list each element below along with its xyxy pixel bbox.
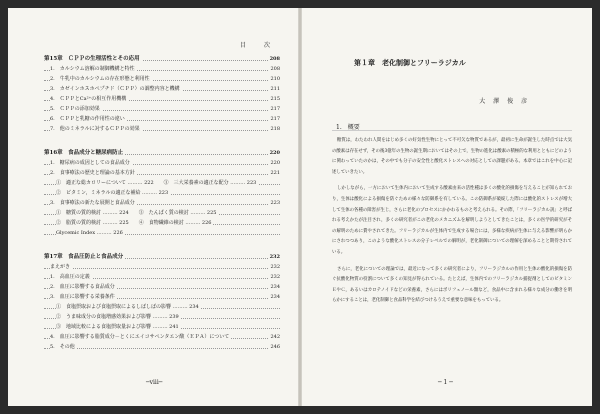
toc-entry-text: 第17章 食品圧防止と食品成分 [44,254,124,260]
toc-entry-page: 217 [270,116,280,122]
toc-entry [44,168,280,178]
toc-chapter [44,252,280,262]
toc-entry [44,312,280,322]
toc-entry [44,178,280,188]
page-number-right: ─ 1 ─ [438,379,453,386]
toc-entry [44,158,280,168]
toc-entry-text: ① 適正な総カロリーについて ……… 222 ③ 三大栄養素の適正な配分 ……… 223 [56,180,257,186]
toc-entry-text: ③ 地域比較による食塩摂取量および影響 ……… 241 [56,324,179,330]
toc-header: 目 次 [239,42,272,49]
toc-entry-page: 208 [270,66,280,72]
toc-entry [44,282,280,292]
toc-entry [44,302,280,312]
toc-entry [44,64,280,74]
toc-entry-page: 220 [270,160,280,166]
toc-entry-text: 第15章 ＣＰＰの生理活性とその応用 [44,56,140,62]
toc-entry-text: ① 食塩摂取および食塩摂取によるしばしばの影響 ……… 234 [56,304,199,310]
toc-entry-page: 223 [270,200,280,206]
toc-entry-text: 1. 糖尿病の成因としての食品成分 [50,160,130,166]
page-number-left: ─viii─ [146,379,163,386]
chapter-title: 第１章 老化制御とフリーラジカル [354,58,466,67]
toc-entry-page: 232 [270,274,280,280]
toc-entry-page: 246 [270,344,280,350]
toc-entry-page: 217 [270,106,280,112]
toc-entry-text: ② うま味成分の食塩増感効果および影響 ……… 239 [56,314,179,320]
toc-entry-text: 2. 血圧に影響する食品成分 [50,284,115,290]
toc-chapter [44,148,280,158]
body-paragraph: 糖質は，わたわれ人間をはじめ多くの好気性生物にとって不可欠な物質であるが，最初に生命が誕生した時点では大気の酸素は存在せず，その後3億年の生物の誕生期においてはその上で，生物の進化は酸素の積極的な利用とともにどのように関わっていたのかは，その中でも分子の安全性と酸化ストレスへの対応としての課題がある。本章ではこれを中心に記述していきたい。 [332,138,572,175]
toc-entry-text: 5. ＣＰＰの添加効果 [50,106,100,112]
toc-chapter [44,54,280,64]
toc-entry-page: 242 [270,334,280,340]
toc-entry [44,94,280,104]
toc-entry-text: 7. 他のミネラルに対するＣＰＰの効果 [50,126,140,132]
toc-entry-text: 3. 血圧に影響する栄養条件 [50,294,115,300]
toc-entry-page: 234 [270,294,280,300]
toc-entry [44,332,280,342]
right-page [302,8,592,406]
toc-entry-text: 3. 食事療法の新たな展開と食品成分 [50,200,135,206]
toc-entry-text: 3. カゼインホスホペプチド（ＣＰＰ）の調整内容と機構 [50,86,180,92]
toc-entry-text: ② ビタミン，ミネラルの適正な補給 ……… 223 [56,190,169,196]
toc-entry-text: 2. 牛乳中のカルシウムの存在形態と利用性 [50,76,150,82]
toc-entry-page: 218 [270,126,280,132]
toc-entry [44,124,280,134]
toc-entry [44,114,280,124]
toc-entry-text: 2. 食事療法の歴史と理論の基本方針 [50,170,135,176]
toc-entry [44,218,280,228]
toc-entry-text: 5. その他 [50,344,75,350]
toc-entry [44,342,280,352]
body-paragraph: しかしながら，一方において生体内において生成する酸素由来の活性種は多くの酸化的損傷を与えることが知られており，生体は酸化による損傷を防ぐための様々な防御系を有している。この防御系が破綻した際には酸化的ストレスが増大して生体の各種の障害が生じ，さらに老化のプロセスにかかわるものと考えられる。その際，「フリーラジカル説」と呼ばれる考えかたが注目され，多くの研究者がこの老化のメカニズムを解明しようとしてきたことは，多くの医学的研究がその解明のために費やされてきた。フリーラジカルが生体内で生成する場合には，多様な疾病が生体に与える影響が明らかにされつつあり，このような酸化ストレスの分子レベルでの解明が，老化制御についての理解を深めることと期待されている。 [332,186,572,255]
toc-entry [44,262,280,272]
toc-entry-text: 4. ＣＰＰとCa²⁺の相互作用機構 [50,96,127,102]
toc-entry [44,208,280,218]
toc-entry-text: 6. ＣＰＰと乳糖の作用性の違い [50,116,125,122]
toc-entry-page: 210 [270,76,280,82]
toc-entry-text: Glycemic Index ……… 226 [56,230,123,236]
body-paragraph: さらに，老化についての理論では，最近になって多くの研究者により，フリーラジカルの作用と生体の酸化的損傷を防ぐ抗酸化物質の役割について多くの知見が得られている。たとえば，生体内でのフリーラジカル捕捉剤としてのビタミンＥやＣ，あるいはカロテノイドなどの栄養素，さらにはポリフェノール類など，食品中に含まれる様々な成分の働きを明らかにすることは，老化制御と食品科学を結びつけるうえで重要な意味をもっている。 [332,266,572,304]
table-of-contents [44,54,280,352]
author-name: 大 澤 俊 彦 [479,98,530,105]
toc-entry-text: ② 脂質の質的検討 ……… 225 ④ 食物繊維の検討 ……… 226 [56,220,212,226]
toc-entry [44,272,280,282]
toc-entry [44,228,280,238]
toc-entry-page: 215 [270,96,280,102]
toc-entry [44,74,280,84]
section-title: 1. 概要 [336,124,360,131]
toc-entry-page: 220 [269,150,280,156]
toc-entry-text: 1. カルシウム溶解の制御機構と特性 [50,66,135,72]
section-rule [332,130,572,131]
left-page [8,8,298,406]
toc-entry [44,188,280,198]
toc-entry [44,292,280,302]
toc-entry-page: 232 [269,254,280,260]
toc-entry [44,104,280,114]
toc-entry-text: ① 糖質の質的検討 ……… 224 ③ たんぱく質の検討 ……… 225 [56,210,217,216]
toc-entry-text: 1. 高血圧の定義 [50,274,90,280]
toc-entry-page: 234 [270,284,280,290]
toc-entry-text: 第16章 食品成分と糖尿病防止 [44,150,124,156]
toc-entry-text: まえがき [50,264,71,270]
chapter-body [332,136,572,313]
toc-entry [44,322,280,332]
toc-entry [44,84,280,94]
toc-entry-page: 208 [269,56,280,62]
toc-entry-page: 211 [270,86,280,92]
toc-entry [44,198,280,208]
toc-entry-page: 232 [270,264,280,270]
toc-entry-text: 4. 血圧に影響する脂質成分－とくにエイコサペンタエン酸（ＥＰＡ）について [50,334,230,340]
toc-entry-page: 221 [270,170,280,176]
